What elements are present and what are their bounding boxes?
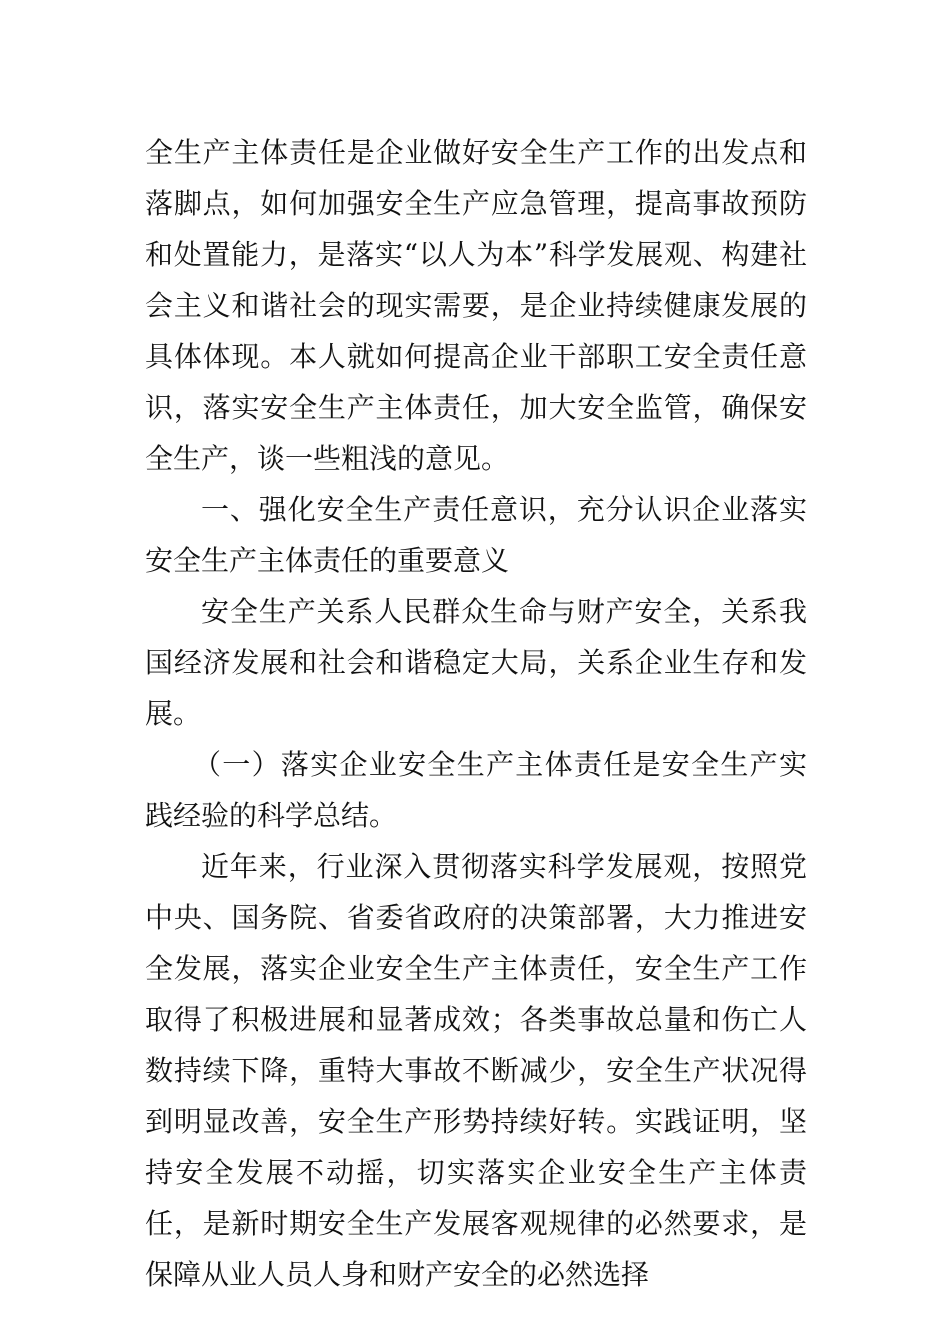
intro-paragraph: 全生产主体责任是企业做好安全生产工作的出发点和落脚点，如何加强安全生产应急管理，提高事故预防和处置能力，是落实“以人为本”科学发展观、构建社会主义和谐社会的现实需要，是企业持续健康发展的具体体现。本人就如何提高企业干部职工安全责任意识，落实安全生产主体责任，加大安全监管，确保安全生产，谈一些粗浅的意见。 <box>145 136 807 475</box>
document-body <box>145 127 807 1300</box>
subsection-paragraph: 近年来，行业深入贯彻落实科学发展观，按照党中央、国务院、省委省政府的决策部署，大力推进安全发展，落实企业安全生产主体责任，安全生产工作取得了积极进展和显著成效；各类事故总量和伤亡人数持续下降，重特大事故不断减少，安全生产状况得到明显改善，安全生产形势持续好转。实践证明，坚持安全发展不动摇，切实落实企业安全生产主体责任，是新时期安全生产发展客观规律的必然要求，是保障从业人员人身和财产安全的必然选择 <box>145 850 807 1291</box>
subsection-heading: （一）落实企业安全生产主体责任是安全生产实践经验的科学总结。 <box>145 748 807 832</box>
section-heading: 一、强化安全生产责任意识，充分认识企业落实安全生产主体责任的重要意义 <box>145 493 807 577</box>
section-paragraph: 安全生产关系人民群众生命与财产安全，关系我国经济发展和社会和谐稳定大局，关系企业生存和发展。 <box>145 595 807 730</box>
